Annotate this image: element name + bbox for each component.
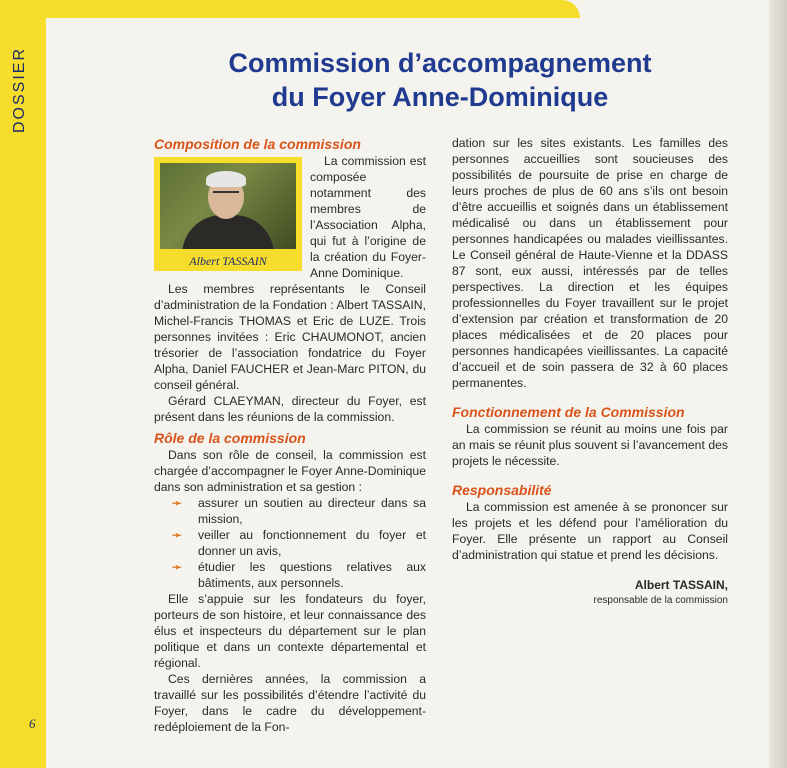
responsabilite-paragraph: La commission est amenée à se prononcer sur les projets et les défend pour l’amélioration du Foyer. Elle présente un rapport au Conseil d’administration qui statue et prend les décisions. [452, 500, 728, 562]
role-bullet-list [154, 495, 426, 591]
heading-role: Rôle de la commission [154, 430, 306, 446]
signature-role: responsable de la commission [593, 595, 728, 606]
role-paragraph-2: Elle s’appuie sur les fondateurs du foyer, porteurs de son histoire, et leur connaissance des élus et inspecteurs du département sur le plan politique et dans un contexte départemental et régional. [154, 592, 426, 670]
portrait-body [182, 215, 274, 249]
title-line-2: du Foyer Anne-Dominique [271, 82, 609, 112]
bullet-text: assurer un soutien au directeur dans sa mission, [198, 496, 426, 526]
signature [452, 577, 728, 609]
column-right [452, 135, 728, 609]
page-number: 6 [29, 716, 36, 731]
portrait-hair [206, 171, 246, 187]
heading-fonctionnement: Fonctionnement de la Commission [452, 404, 685, 420]
signature-name: Albert TASSAIN, [634, 578, 728, 592]
composition-paragraph-1: La commission est composée notamment des membres de l’Association Alpha, qui fut à l’origine de la création du Foyer-Anne Dominique. [310, 154, 426, 280]
bullet-text: étudier les questions relatives aux bâtiments, aux personnels. [198, 560, 426, 590]
fonctionnement-paragraph: La commission se réunit au moins une fois par an mais se réunit plus souvent si l’avancement des projets le nécessite. [452, 422, 728, 468]
top-band [0, 0, 580, 18]
title-line-1: Commission d’accompagnement [228, 48, 652, 78]
heading-responsabilite: Responsabilité [452, 482, 552, 498]
role-paragraph-3-start: Ces dernières années, la commission a travaillé sur les possibilités d’étendre l’activité du Foyer, dans le cadre du développement-redéploiement de la Fon- [154, 672, 426, 734]
portrait-frame [154, 157, 302, 271]
arrow-right-icon: ➛ [172, 496, 183, 510]
portrait-photo [160, 163, 296, 249]
composition-paragraph-2: Les membres représentants le Conseil d’administration de la Fondation : Albert TASSAIN, Michel-Francis THOMAS et Eric de LUZE. Trois personnes invitées : Eric CHAUMONOT, ancien trésorier de l’association fondatrice du Foyer Alpha, Daniel FAUCHER et Jean-Marc PITON, du conseil général. [154, 282, 426, 392]
page-title [150, 46, 730, 114]
section-label-text: DOSSIER [11, 46, 28, 133]
portrait-glasses [213, 191, 239, 198]
arrow-right-icon: ➛ [172, 560, 183, 574]
heading-composition: Composition de la commission [154, 136, 361, 152]
role-intro: Dans son rôle de conseil, la commission est chargée d’accompagner le Foyer Anne-Dominique dans son administration et sa gestion : [154, 448, 426, 494]
role-paragraph-3-continued: dation sur les sites existants. Les familles des personnes accueillies sont soucieuses des possibilités de poursuite de prise en charge de leurs proches de plus de 60 ans s’ils ont besoin d’être accueillis et soignés dans un établissement médicalisé ou dans un établissement pour personnes handicapées ou malades vieillissantes. Le Conseil général de Haute-Vienne et la DDASS 87 sont, eux aussi, intéressés par de telles perspectives. La direction et les équipes professionnelles du Foyer travaillent sur le projet d’extension par création et transformation de 20 places médicalisées et de 20 places pour personnes handicapées vieillissantes. La capacité d’accueil et de soin passera de 32 à 60 places permanentes. [452, 136, 728, 390]
list-item [154, 559, 426, 591]
arrow-right-icon: ➛ [172, 528, 183, 542]
composition-paragraph-3: Gérard CLAEYMAN, directeur du Foyer, est présent dans les réunions de la commission. [154, 394, 426, 424]
column-left [154, 135, 426, 735]
list-item [154, 527, 426, 559]
bullet-text: veiller au fonctionnement du foyer et donner un avis, [198, 528, 426, 558]
page-edge [769, 0, 787, 768]
list-item [154, 495, 426, 527]
section-label [5, 40, 35, 140]
portrait-caption: Albert TASSAIN [189, 254, 267, 268]
